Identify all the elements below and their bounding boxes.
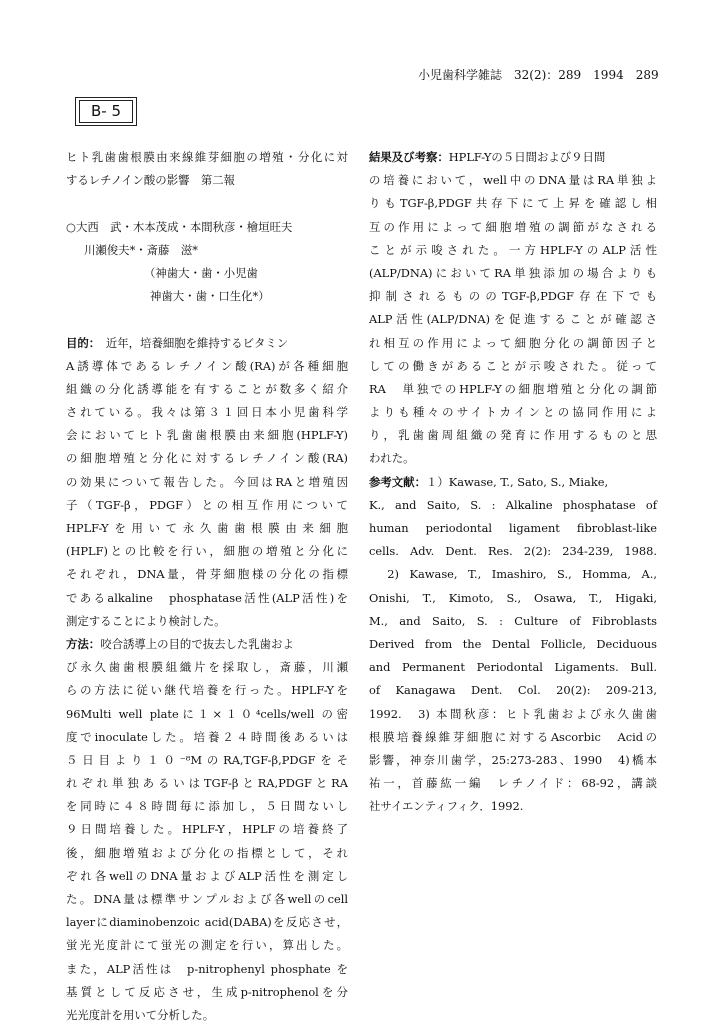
method-paragraph-first-line bbox=[66, 633, 348, 656]
results-text-line: 抑制されるもののTGF-β,PDGF存在下でも bbox=[369, 289, 657, 304]
results-paragraph-first-line bbox=[369, 146, 657, 169]
method-text-line: また，ALP活性は p-nitrophenyl phosphate を bbox=[66, 961, 348, 976]
purpose-text-line: の効果について報告した。今回はRAと増殖因 bbox=[66, 474, 348, 489]
reference-text-line: cells. Adv. Dent. Res. 2(2): 234-239, 1988. bbox=[369, 544, 657, 559]
results-text-line: しての働きがあることが示唆された。従って bbox=[369, 358, 657, 373]
method-text-line: れぞれ単独あるいはTGF-βとRA,PDGFとRA bbox=[66, 776, 348, 791]
reference-text-line: Onishi, T., Kimoto, S., Osawa, T., Higaki, bbox=[369, 590, 657, 605]
results-text-line: り，乳歯歯周組織の発育に作用するものと思 bbox=[369, 428, 657, 443]
purpose-text-line: 会においてヒト乳歯歯根膜由来細胞(HPLF-Y) bbox=[66, 428, 348, 443]
method-text-line: らの方法に従い継代培養を行った。HPLF-Yを bbox=[66, 683, 348, 698]
section-badge-label: B- 5 bbox=[79, 100, 133, 123]
results-text-line: われた。 bbox=[369, 451, 415, 466]
method-text-line: 光光度計を用いて分析した。 bbox=[66, 1007, 215, 1022]
reference-text-line: Derived from the Dental Follicle, Deciduous bbox=[369, 636, 657, 651]
reference-text-line: and Permanent Periodontal Ligaments. Bull. bbox=[369, 660, 657, 675]
purpose-text-line: (HPLF)との比較を行い，細胞の増殖と分化に bbox=[66, 544, 348, 559]
results-paragraph bbox=[369, 169, 657, 470]
references-first-line bbox=[369, 471, 657, 494]
method-text-line: 度でinoculateした。培養２４時間後あるいは bbox=[66, 729, 348, 744]
left-column bbox=[66, 146, 348, 1027]
reference-text-line: 影響，神奈川歯学，25:273-283、1990 4)橋本 bbox=[369, 752, 657, 767]
method-paragraph bbox=[66, 656, 348, 1027]
reference-text-line: human periodontal ligament fibroblast-like bbox=[369, 521, 657, 535]
results-text-line: りもTGF-β,PDGF共存下にて上昇を確認し相 bbox=[369, 196, 657, 211]
method-text-line: ９日間培養した。HPLF-Y，HPLFの培養終了 bbox=[66, 822, 348, 837]
method-text-line: 蛍光光度計にて蛍光の測定を行い，算出した。 bbox=[66, 938, 348, 953]
references-first-text: １）Kawase, T., Sato, S., Miake, bbox=[425, 474, 609, 489]
method-text-line: ５日目より１０⁻⁸MのRA,TGF-β,PDGFをそ bbox=[66, 752, 348, 767]
reference-text-line: of Kanagawa Dent. Col. 20(2): 209-213, bbox=[369, 683, 657, 698]
method-text-line: ぞれ各wellのDNA量およびALP活性を測定し bbox=[66, 868, 348, 883]
results-text-line: よりも種々のサイトカインとの協同作用によ bbox=[369, 405, 657, 420]
method-label: 方法： bbox=[66, 636, 101, 651]
purpose-text-line: の細胞増殖と分化に対するレチノイン酸(RA) bbox=[66, 451, 348, 466]
results-text-line: 互の作用によって細胞増殖の調節がなされる bbox=[369, 219, 657, 234]
method-text-line: び永久歯歯根膜組織片を採取し，斎藤，川瀬 bbox=[66, 660, 348, 675]
reference-text-line: 2) Kawase, T., Imashiro, S., Homma, A., bbox=[369, 567, 657, 582]
method-text-line: 基質として反応させ，生成p-nitrophenolを分 bbox=[66, 984, 348, 999]
results-text-line: れ相互の作用によって細胞分化の調節因子と bbox=[369, 335, 657, 350]
method-text-line: layerにdiaminobenzoic acid(DABA)を反応させ， bbox=[66, 915, 348, 930]
purpose-text-line: であるalkaline phosphatase活性(ALP活性)を bbox=[66, 590, 348, 605]
references-list bbox=[369, 494, 657, 819]
purpose-text-line: されている。我々は第３１回日本小児歯科学 bbox=[66, 405, 348, 420]
purpose-text-line: A誘導体であるレチノイン酸(RA)が各種細胞 bbox=[66, 358, 348, 373]
method-text-line: た。DNA量は標準サンプルおよび各wellのcell bbox=[66, 892, 348, 906]
section-badge bbox=[75, 97, 137, 126]
purpose-text-line: HPLF-Yを用いて永久歯歯根膜由来細胞 bbox=[66, 521, 348, 535]
affiliation-line: 神歯大・歯・口生化*） bbox=[150, 289, 270, 304]
title-line: ヒト乳歯歯根膜由来線維芽細胞の増殖・分化に対 bbox=[66, 150, 348, 164]
results-text-line: の培養において，well中のDNA量はRA単独よ bbox=[369, 173, 657, 188]
method-text-line: 後，細胞増殖および分化の指標として，それ bbox=[66, 845, 348, 860]
results-text-line: (ALP/DNA)においてRA単独添加の場合よりも bbox=[369, 265, 657, 280]
reference-text-line: K., and Saito, S. : Alkaline phosphatase of bbox=[369, 497, 657, 512]
results-text-line: ことが示唆された。一方HPLF-YのALP活性 bbox=[369, 242, 657, 257]
affiliation-line: （神歯大・歯・小児歯 bbox=[144, 265, 258, 280]
results-first-text: HPLF-Yの５日間および９日間 bbox=[448, 150, 606, 164]
author-line: 川瀬俊夫*・斎藤 滋* bbox=[84, 242, 198, 257]
purpose-paragraph-first-line bbox=[66, 332, 348, 355]
purpose-label: 目的： bbox=[66, 335, 95, 350]
results-label: 結果及び考察： bbox=[369, 150, 449, 164]
reference-text-line: 1992. 3) 本間秋彦：ヒト乳歯および永久歯歯 bbox=[369, 706, 657, 721]
method-text-line: を同時に４８時間毎に添加し，５日間ないし bbox=[66, 799, 348, 814]
purpose-text-line: 組織の分化誘導能を有することが数多く紹介 bbox=[66, 381, 348, 396]
results-text-line: RA 単独でのHPLF-Yの細胞増殖と分化の調節 bbox=[369, 381, 657, 396]
method-text-line: 96Multi well plateに１×１０⁴cells/well の密 bbox=[66, 706, 348, 721]
purpose-text-line: 子（TGF-β，PDGF）との相互作用について bbox=[66, 497, 348, 512]
method-first-text: 咬合誘導上の目的で抜去した乳歯およ bbox=[100, 636, 294, 651]
purpose-first-text: 近年，培養細胞を維持するビタミン bbox=[94, 335, 289, 350]
author-line: ○大西 武・木本茂成・本間秋彦・檜垣旺夫 bbox=[66, 219, 293, 234]
title-line: するレチノイン酸の影響 第二報 bbox=[66, 173, 236, 188]
references-label: 参考文献： bbox=[369, 474, 426, 489]
results-text-line: ALP活性(ALP/DNA)を促進することが確認さ bbox=[369, 312, 657, 327]
purpose-text-line: 測定することにより検討した。 bbox=[66, 613, 226, 628]
purpose-text-line: それぞれ，DNA量，骨芽細胞様の分化の指標 bbox=[66, 567, 348, 582]
reference-text-line: 祐一，首藤紘一編 レチノイド：68-92，講談 bbox=[369, 776, 657, 791]
journal-citation: 小児歯科学雑誌 32(2)：289 1994 289 bbox=[418, 68, 659, 82]
reference-text-line: M., and Saito, S. : Culture of Fibroblasts bbox=[369, 613, 657, 628]
purpose-paragraph bbox=[66, 355, 348, 633]
reference-text-line: 社サイエンティフィク．1992. bbox=[369, 799, 524, 814]
right-column bbox=[369, 146, 657, 818]
reference-text-line: 根膜培養線維芽細胞に対するAscorbic Acidの bbox=[369, 729, 657, 744]
